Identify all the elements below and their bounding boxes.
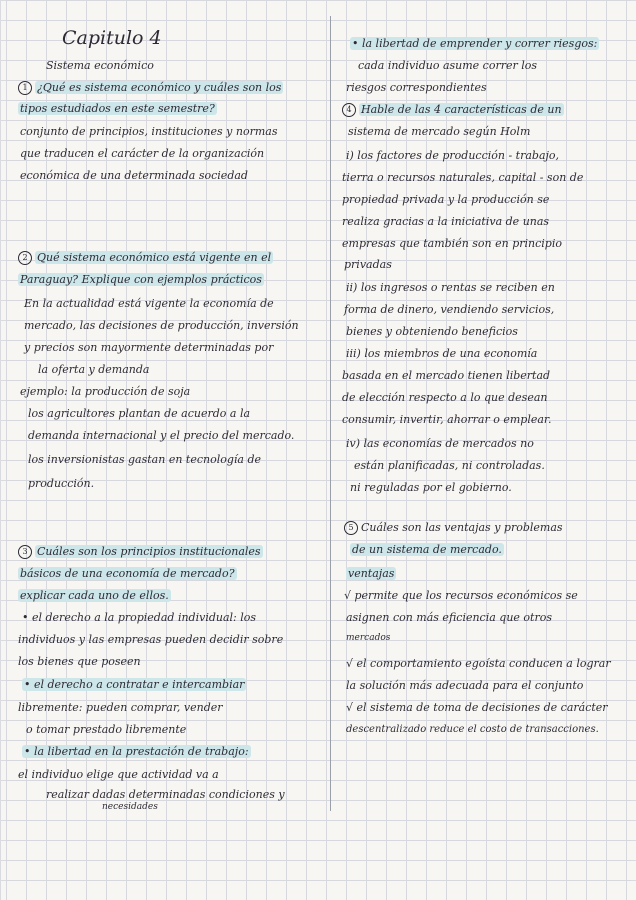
page-subtitle: Sistema económico	[46, 59, 154, 72]
q2-question-line-1: 2 Qué sistema económico está vigente en el	[18, 250, 273, 266]
q2-example-line: los inversionistas gastan en tecnología de	[28, 453, 262, 466]
q5-question-line-2: de un sistema de mercado.	[352, 543, 502, 556]
q3-bullet-head: • el derecho a contratar e intercambiar	[24, 678, 245, 691]
q1-question-line-1: 1 ¿Qué es sistema económico y cuáles son los	[18, 80, 283, 96]
q2-answer-line: En la actualidad está vigente la economía de	[24, 297, 274, 310]
q3-question-line-2: básicos de una economía de mercado?	[20, 567, 235, 580]
q4-question-line-2: sistema de mercado según Holm	[348, 125, 531, 138]
q4-number: 4	[342, 103, 356, 117]
q4-item-line: forma de dinero, vendiendo servicios,	[344, 303, 555, 316]
q2-example-line: los agricultores plantan de acuerdo a la	[28, 407, 251, 420]
q4-item-line: iv) las economías de mercados no	[346, 437, 534, 450]
q4-item-line: iii) los miembros de una economía	[346, 347, 538, 360]
q4-item-line: i) los factores de producción - trabajo,	[346, 149, 560, 162]
q4-item-line: tierra o recursos naturales, capital - son de	[342, 171, 584, 184]
q1-question-line-2: tipos estudiados en este semestre?	[20, 102, 215, 115]
q2-example-line: ejemplo: la producción de soja	[20, 385, 191, 398]
q2-question-line-2: Paraguay? Explique con ejemplos prácticos	[20, 273, 262, 286]
q3-question-line-3: explicar cada uno de ellos.	[20, 589, 169, 602]
q5-item-line: descentralizado reduce el costo de transacciones.	[346, 724, 599, 735]
q3-bullet-head: • la libertad en la prestación de trabajo:	[24, 745, 249, 758]
q4-item-line: consumir, invertir, ahorrar o emplear.	[342, 413, 552, 426]
q4-item-line: basada en el mercado tienen libertad	[342, 369, 551, 382]
q4-item-line: propiedad privada y la producción se	[342, 193, 550, 206]
q1-answer-line: conjunto de principios, instituciones y normas	[20, 125, 278, 138]
q5-item-line: mercados	[346, 633, 391, 643]
page-title: Capitulo 4	[62, 27, 162, 49]
q3-bullet-line: realizar dadas determinadas condiciones y	[46, 788, 285, 801]
q4-item-line: empresas que también son en principio	[342, 237, 562, 250]
q2-number: 2	[18, 251, 32, 265]
q2-answer-line: y precios son mayormente determinadas por	[24, 341, 274, 354]
q2-example-line: producción.	[28, 477, 95, 490]
q3-bullet-line: necesidades	[102, 802, 158, 812]
q5-item-line: asignen con más eficiencia que otros	[346, 611, 552, 624]
q3-question-line-1: 3 Cuáles son los principios institucionales	[18, 544, 263, 560]
notebook-page	[6, 0, 631, 900]
q5-item-line: √ el comportamiento egoísta conducen a lograr	[346, 657, 611, 670]
q5-heading: ventajas	[348, 567, 395, 580]
q4-question-line-1: 4 Hable de las 4 características de un	[342, 102, 564, 118]
q1-number: 1	[18, 81, 32, 95]
q4-item-line: bienes y obteniendo beneficios	[346, 325, 518, 338]
q3-bullet-line: individuos y las empresas pueden decidir sobre	[18, 633, 284, 646]
q5-item-line: la solución más adecuada para el conjunto	[346, 679, 584, 692]
q4-item-line: ii) los ingresos o rentas se reciben en	[346, 281, 555, 294]
q1-answer-line: económica de una determinada sociedad	[20, 169, 248, 182]
q3-bullet-line: o tomar prestado libremente	[26, 723, 187, 736]
q4-item-line: de elección respecto a lo que desean	[342, 391, 548, 404]
q3-bullet-line: libremente: pueden comprar, vender	[18, 701, 223, 714]
q2-example-line: demanda internacional y el precio del mercado.	[28, 429, 295, 442]
q4-item-line: ni reguladas por el gobierno.	[350, 481, 512, 494]
q3-number: 3	[18, 545, 32, 559]
q3-bullet-line: el individuo elige que actividad va a	[18, 768, 219, 781]
q1-answer-line: que traducen el carácter de la organización	[20, 147, 265, 160]
q5-item-line: √ el sistema de toma de decisiones de carácter	[346, 701, 608, 714]
continuation-line: cada individuo asume correr los	[358, 59, 538, 72]
q4-item-line: privadas	[344, 258, 392, 271]
q2-answer-line: mercado, las decisiones de producción, inversión	[24, 319, 299, 332]
q5-number: 5	[344, 521, 358, 535]
q5-item-line: √ permite que los recursos económicos se	[344, 589, 578, 602]
continuation-line: riesgos correspondientes	[346, 81, 487, 94]
q5-question-line-1: 5 Cuáles son las ventajas y problemas	[344, 520, 563, 536]
q3-bullet-line: los bienes que poseen	[18, 655, 141, 668]
q3-bullet-line: • el derecho a la propiedad individual: los	[22, 611, 257, 624]
q2-answer-line: la oferta y demanda	[38, 363, 150, 376]
q4-item-line: están planificadas, ni controladas.	[354, 459, 545, 472]
continuation-line: • la libertad de emprender y correr riesgos:	[352, 37, 598, 50]
q4-item-line: realiza gracias a la iniciativa de unas	[342, 215, 550, 228]
column-divider	[330, 16, 331, 811]
